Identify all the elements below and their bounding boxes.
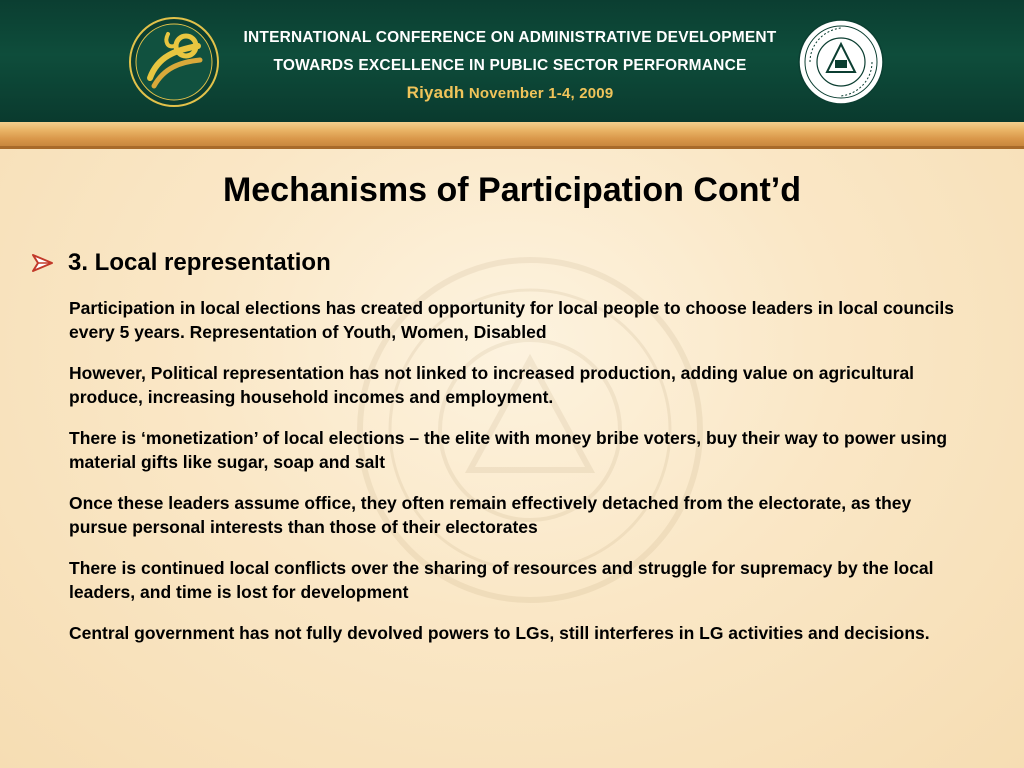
paragraph-elections: Participation in local elections has created opportunity for local people to choose leaders in local councils every 5 years. Representation of Youth, Women, Disabled (69, 298, 954, 342)
paragraph-political-representation: However, Political representation has not linked to increased production, adding value on agricultural produce, increasing household incomes and employment. (69, 363, 915, 407)
section-title: 3. Local representation (68, 249, 331, 276)
slide-title: Mechanisms of Participation Cont’d (222, 171, 802, 209)
conference-place-date (230, 80, 790, 107)
conference-50-logo-icon (128, 16, 220, 108)
conference-header-band (0, 0, 1024, 122)
conference-theme: TOWARDS EXCELLENCE IN PUBLIC SECTOR PERFORMANCE (273, 57, 747, 74)
arrow-bullet-icon (30, 253, 56, 273)
section-local-representation (30, 246, 990, 280)
section-heading (30, 246, 990, 280)
conference-name: INTERNATIONAL CONFERENCE ON ADMINISTRATIVE DEVELOPMENT (243, 29, 777, 46)
header-divider (0, 146, 1024, 149)
paragraph-central-government: Central government has not fully devolved powers to LGs, still interferes in LG activities and decisions. (69, 623, 930, 643)
conference-header-text (230, 24, 790, 107)
header-gold-stripe (0, 122, 1024, 146)
institute-of-public-administration-seal-icon (796, 16, 886, 108)
paragraph-monetization: There is ‘monetization’ of local elections – the elite with money bribe voters, buy their way to power using material gifts like sugar, soap and salt (69, 428, 948, 472)
paragraph-detached-leaders: Once these leaders assume office, they often remain effectively detached from the electorate, as they pursue personal interests than those of their electorates (69, 493, 912, 537)
conference-city: Riyadh (406, 83, 465, 102)
paragraph-local-conflicts: There is continued local conflicts over the sharing of resources and struggle for supremacy by the local leaders, and time is lost for development (69, 558, 934, 602)
conference-dates: November 1-4, 2009 (468, 85, 614, 102)
section-body (69, 296, 969, 662)
